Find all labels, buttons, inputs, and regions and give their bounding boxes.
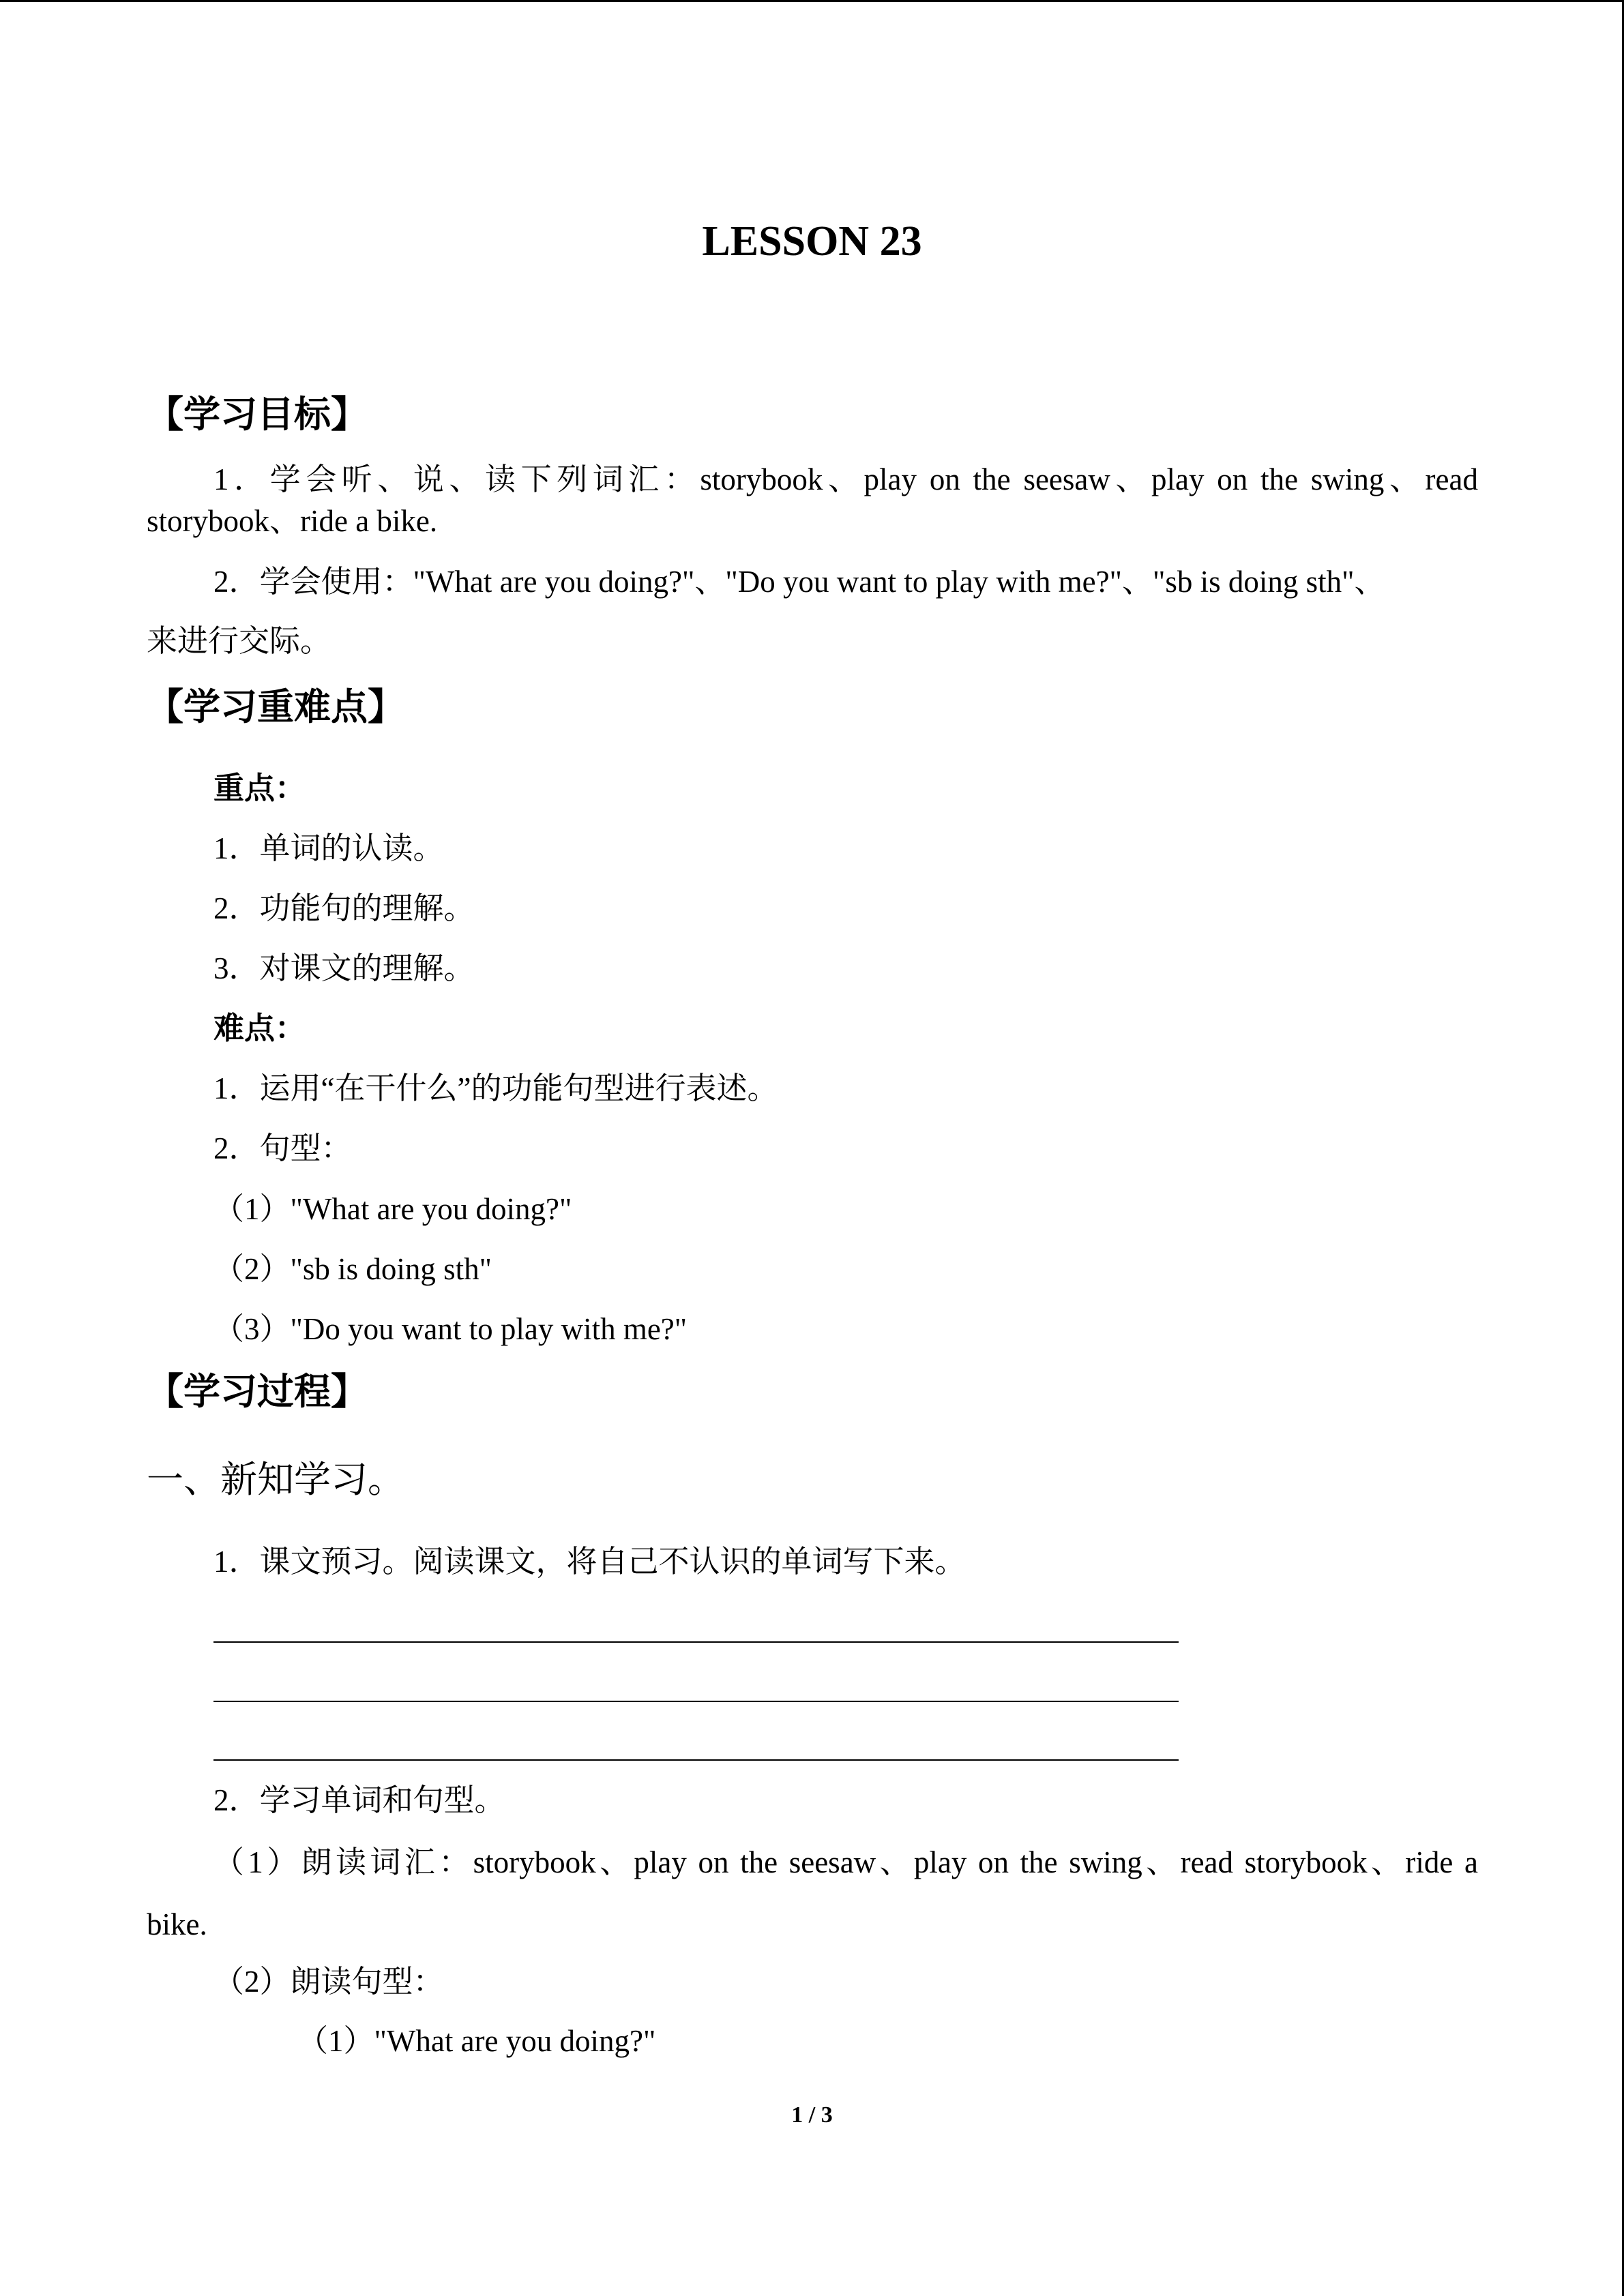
answer-blank-line-3[interactable] [213,1759,1179,1761]
difficulty-item-2: 2．句型： [213,1131,352,1165]
objective-item-2-line-1: 2．学会使用："What are you doing?"、"Do you want to play with me?"、"sb is doing sth"、 [213,565,1385,599]
page-number: 1 / 3 [791,2102,833,2128]
answer-blank-line-1[interactable] [213,1641,1179,1643]
difficulty-label: 难点： [213,1011,306,1045]
step-2-sub-1-line-1: （1）朗读词汇：storybook、play on the seesaw、play on the swing、read storybook、ride a [213,1845,1478,1879]
difficulty-pattern-3: （3）"Do you want to play with me?" [213,1312,688,1346]
page-title: LESSON 23 [702,218,922,265]
step-2-sub-2-item-1: （1）"What are you doing?" [297,2024,656,2058]
section-heading-key-points: 【学习重难点】 [147,685,404,728]
step-2-sub-1-line-2: bike. [147,1907,207,1941]
page-border-top [0,0,1624,2]
difficulty-pattern-2: （2）"sb is doing sth" [213,1252,492,1286]
objective-item-2-line-2: 来进行交际。 [147,624,331,658]
focus-item-3: 3．对课文的理解。 [213,951,475,985]
part-1-heading: 一、新知学习。 [147,1459,404,1500]
section-heading-process: 【学习过程】 [147,1370,368,1413]
objective-item-1-line-2: storybook、ride a bike. [147,504,438,538]
step-2-sub-2: （2）朗读句型： [213,1965,444,1999]
focus-item-1: 1．单词的认读。 [213,831,444,865]
answer-blank-line-2[interactable] [213,1701,1179,1702]
focus-item-2: 2．功能句的理解。 [213,891,475,925]
step-1-instruction: 1．课文预习。阅读课文，将自己不认识的单词写下来。 [213,1545,966,1579]
difficulty-pattern-1: （1）"What are you doing?" [213,1192,572,1226]
focus-label: 重点： [213,771,306,805]
section-heading-objectives: 【学习目标】 [147,393,368,436]
objective-item-1-line-1: 1．学会听、说、读下列词汇：storybook、play on the seesaw、play on the swing、read [213,462,1478,496]
difficulty-item-1: 1．运用“在干什么”的功能句型进行表述。 [213,1071,778,1105]
step-2-heading: 2．学习单词和句型。 [213,1783,505,1817]
